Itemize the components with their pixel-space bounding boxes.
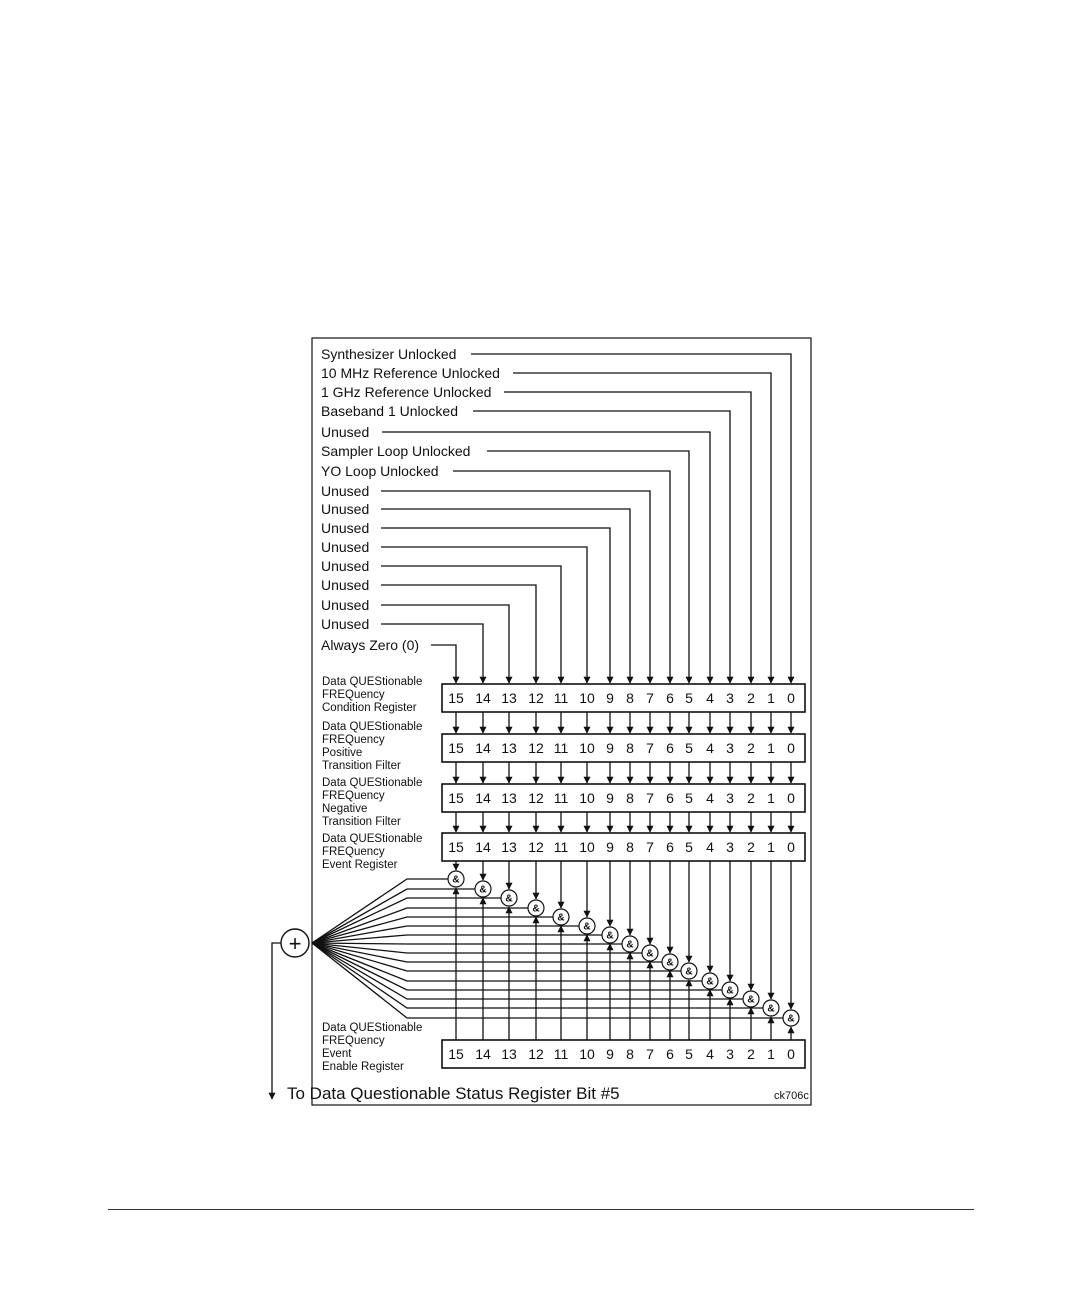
register-bit: 15 xyxy=(448,790,464,806)
register-bit: 11 xyxy=(553,1046,569,1062)
and-symbol: & xyxy=(685,966,693,978)
register-bit: 12 xyxy=(528,740,544,756)
register-bit: 3 xyxy=(726,839,734,855)
and-symbol: & xyxy=(706,976,714,988)
register-name-line: Data QUEStionable xyxy=(322,721,423,733)
and-gate xyxy=(602,927,618,943)
register-bit: 13 xyxy=(501,690,517,706)
and-symbol: & xyxy=(626,939,634,951)
register-bit: 5 xyxy=(685,690,693,706)
register-bit: 14 xyxy=(475,839,491,855)
or-symbol: + xyxy=(288,931,302,956)
register-bit: 6 xyxy=(666,1046,674,1062)
and-symbol: & xyxy=(767,1003,775,1015)
register-bit: 0 xyxy=(787,690,795,706)
register-bit: 3 xyxy=(726,790,734,806)
register-bit: 0 xyxy=(787,740,795,756)
and-gate xyxy=(702,973,718,989)
register-bit: 10 xyxy=(579,690,595,706)
footer-rule xyxy=(108,1209,974,1210)
and-gate xyxy=(743,991,759,1007)
register-bit: 12 xyxy=(528,790,544,806)
register-name-line: FREQuency xyxy=(322,790,385,802)
register-bit: 10 xyxy=(579,740,595,756)
register-bit: 14 xyxy=(475,690,491,706)
and-gate xyxy=(528,900,544,916)
condition-label: Unused xyxy=(321,597,370,613)
register-bit: 1 xyxy=(767,1046,775,1062)
register-bit: 3 xyxy=(726,740,734,756)
register-bit: 11 xyxy=(553,839,569,855)
and-gate xyxy=(475,881,491,897)
register-name-line: Event xyxy=(322,1048,352,1060)
and-gate xyxy=(448,871,464,887)
register-name-line: FREQuency xyxy=(322,846,385,858)
register-bit: 2 xyxy=(747,690,755,706)
register-bit: 15 xyxy=(448,1046,464,1062)
register-bit: 1 xyxy=(767,740,775,756)
register-bit: 12 xyxy=(528,839,544,855)
register-bit: 9 xyxy=(606,1046,614,1062)
register-bit: 4 xyxy=(706,690,714,706)
register-bit: 14 xyxy=(475,790,491,806)
and-symbol: & xyxy=(787,1013,795,1025)
register-bit: 8 xyxy=(626,839,634,855)
condition-label: Unused xyxy=(321,520,370,536)
and-gate xyxy=(579,918,595,934)
register-name-line: FREQuency xyxy=(322,689,385,701)
register-bit: 6 xyxy=(666,740,674,756)
and-symbol: & xyxy=(479,884,487,896)
register-name-line: FREQuency xyxy=(322,734,385,746)
condition-label: Unused xyxy=(321,483,370,499)
register-bit: 11 xyxy=(553,790,569,806)
condition-line xyxy=(381,624,483,683)
register-bit: 11 xyxy=(553,740,569,756)
condition-line xyxy=(487,451,689,683)
register-name-line: Transition Filter xyxy=(322,816,401,828)
and-symbol: & xyxy=(666,957,674,969)
register-name-line: Enable Register xyxy=(322,1061,404,1073)
register-name-line: Positive xyxy=(322,747,363,759)
register-bit: 15 xyxy=(448,839,464,855)
condition-label: YO Loop Unlocked xyxy=(321,463,439,479)
register-bit: 13 xyxy=(501,839,517,855)
register-bit: 9 xyxy=(606,839,614,855)
register-name-line: Data QUEStionable xyxy=(322,777,423,789)
condition-line xyxy=(471,354,791,683)
register-bit: 4 xyxy=(706,839,714,855)
condition-label: 1 GHz Reference Unlocked xyxy=(321,384,492,400)
register-bit: 7 xyxy=(646,790,654,806)
register-bit: 0 xyxy=(787,839,795,855)
condition-label: Unused xyxy=(321,539,370,555)
and-symbol: & xyxy=(606,930,614,942)
condition-label: Baseband 1 Unlocked xyxy=(321,403,458,419)
register-name-line: Transition Filter xyxy=(322,760,401,772)
register xyxy=(322,1022,805,1073)
figure-id: ck706c xyxy=(774,1090,809,1102)
and-symbol: & xyxy=(583,921,591,933)
register xyxy=(322,721,805,772)
and-gate xyxy=(622,936,638,952)
register-bit: 15 xyxy=(448,690,464,706)
register-bit: 5 xyxy=(685,740,693,756)
condition-line xyxy=(381,509,630,683)
register-bit: 8 xyxy=(626,1046,634,1062)
condition-labels xyxy=(321,346,500,653)
register-bit: 2 xyxy=(747,839,755,855)
register-bit: 4 xyxy=(706,1046,714,1062)
register-bit: 2 xyxy=(747,790,755,806)
register-bit: 5 xyxy=(685,839,693,855)
register-bit: 0 xyxy=(787,790,795,806)
registers xyxy=(322,676,805,1073)
condition-label: Unused xyxy=(321,501,370,517)
register-bit: 13 xyxy=(501,740,517,756)
or-gate xyxy=(281,929,309,957)
and-symbol: & xyxy=(726,985,734,997)
register-bit: 14 xyxy=(475,740,491,756)
and-gate xyxy=(681,963,697,979)
gate-to-or-line xyxy=(312,935,602,943)
output-label: To Data Questionable Status Register Bit #5 xyxy=(287,1084,620,1103)
register-bit: 11 xyxy=(553,690,569,706)
register-bit: 3 xyxy=(726,690,734,706)
register-bit: 6 xyxy=(666,790,674,806)
register-bit: 2 xyxy=(747,740,755,756)
gate-to-or-line xyxy=(312,898,501,943)
and-gate xyxy=(722,982,738,998)
register-bit: 3 xyxy=(726,1046,734,1062)
condition-label: Always Zero (0) xyxy=(321,637,420,653)
condition-label: Unused xyxy=(321,424,370,440)
register-bit: 1 xyxy=(767,839,775,855)
register-name-line: FREQuency xyxy=(322,1035,385,1047)
register-bit: 12 xyxy=(528,690,544,706)
condition-line xyxy=(381,547,587,683)
register-bit: 9 xyxy=(606,690,614,706)
register-bit: 7 xyxy=(646,839,654,855)
and-symbol: & xyxy=(532,903,540,915)
condition-label: Synthesizer Unlocked xyxy=(321,346,457,362)
register-bit: 10 xyxy=(579,839,595,855)
and-gate xyxy=(553,909,569,925)
register-name-line: Negative xyxy=(322,803,368,815)
register-name-line: Data QUEStionable xyxy=(322,833,423,845)
register-bit: 8 xyxy=(626,740,634,756)
condition-line xyxy=(431,645,456,683)
register-bit: 7 xyxy=(646,690,654,706)
and-gates xyxy=(448,871,799,1026)
condition-label: Unused xyxy=(321,558,370,574)
and-gate xyxy=(642,945,658,961)
condition-label: Sampler Loop Unlocked xyxy=(321,443,471,459)
and-gate xyxy=(662,954,678,970)
and-symbol: & xyxy=(452,874,460,886)
register-bit: 9 xyxy=(606,790,614,806)
and-gate xyxy=(501,890,517,906)
register-name-line: Data QUEStionable xyxy=(322,1022,423,1034)
and-symbol: & xyxy=(505,893,513,905)
register-bit: 8 xyxy=(626,690,634,706)
register-bit: 4 xyxy=(706,790,714,806)
register-bit: 2 xyxy=(747,1046,755,1062)
and-gate xyxy=(783,1010,799,1026)
register-bit: 12 xyxy=(528,1046,544,1062)
gate-to-or-line xyxy=(312,943,622,944)
register-bit: 13 xyxy=(501,790,517,806)
register-bit: 10 xyxy=(579,1046,595,1062)
and-symbol: & xyxy=(747,994,755,1006)
register-bit: 6 xyxy=(666,839,674,855)
condition-line xyxy=(504,392,751,683)
register-bit: 7 xyxy=(646,740,654,756)
register-bit: 1 xyxy=(767,790,775,806)
register-bit: 5 xyxy=(685,790,693,806)
register-bit: 10 xyxy=(579,790,595,806)
register-bit: 7 xyxy=(646,1046,654,1062)
register-bit: 9 xyxy=(606,740,614,756)
condition-label: Unused xyxy=(321,577,370,593)
and-symbol: & xyxy=(646,948,654,960)
condition-label: 10 MHz Reference Unlocked xyxy=(321,365,500,381)
register-name-line: Data QUEStionable xyxy=(322,676,423,688)
register-bit: 1 xyxy=(767,690,775,706)
condition-line xyxy=(381,585,536,683)
register-name-line: Condition Register xyxy=(322,702,417,714)
register-bit: 8 xyxy=(626,790,634,806)
register xyxy=(322,676,805,714)
register-name-line: Event Register xyxy=(322,859,398,871)
output-arrow xyxy=(272,943,281,1099)
register-bit: 14 xyxy=(475,1046,491,1062)
register-bit: 0 xyxy=(787,1046,795,1062)
register-bit: 15 xyxy=(448,740,464,756)
and-gate xyxy=(763,1000,779,1016)
register xyxy=(322,833,805,871)
register-bit: 13 xyxy=(501,1046,517,1062)
register-bit: 6 xyxy=(666,690,674,706)
register xyxy=(322,777,805,828)
condition-label: Unused xyxy=(321,616,370,632)
register-bit: 4 xyxy=(706,740,714,756)
register-bit: 5 xyxy=(685,1046,693,1062)
and-symbol: & xyxy=(557,912,565,924)
